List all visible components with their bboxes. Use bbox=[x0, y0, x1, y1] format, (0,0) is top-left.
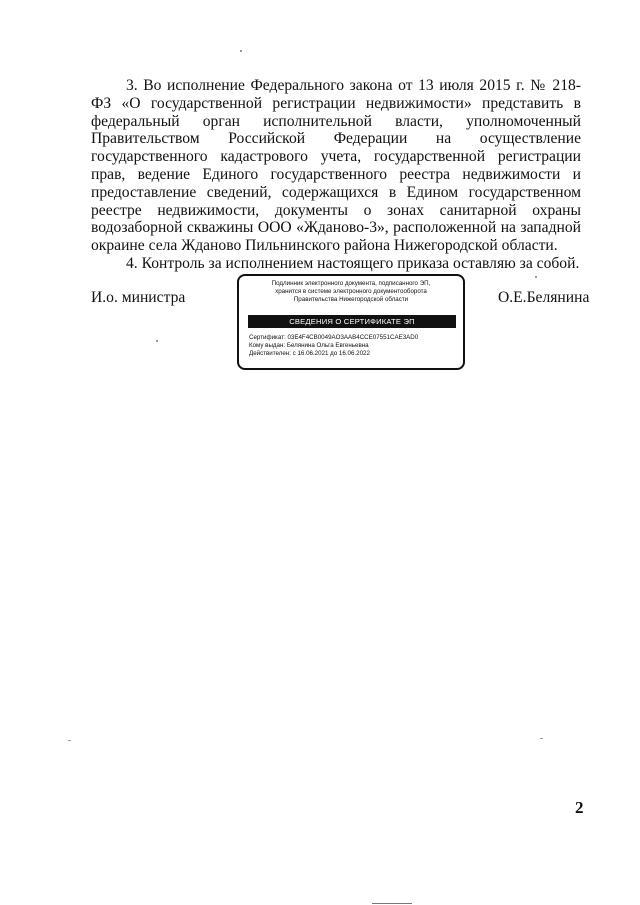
scan-speck bbox=[540, 738, 543, 739]
scan-speck bbox=[68, 740, 71, 741]
scan-speck bbox=[535, 276, 537, 278]
certificate-number: Сертификат: 03E4F4CB0049AO3AAB4CCE07551CAE3AD0 bbox=[249, 334, 419, 341]
scan-speck bbox=[372, 903, 412, 904]
scan-speck bbox=[240, 50, 242, 52]
signatory-title: И.о. министра bbox=[91, 289, 186, 306]
certificate-info-bar: СВЕДЕНИЯ О СЕРТИФИКАТЕ ЭП bbox=[248, 315, 456, 328]
certificate-owner: Кому выдан: Белянина Ольга Евгеньевна bbox=[249, 342, 369, 349]
stamp-header-line: хранится в системе электронного документооборота bbox=[275, 288, 427, 295]
certificate-validity: Действителен: с 16.06.2021 до 16.06.2022 bbox=[249, 350, 370, 357]
paragraph-3: 3. Во исполнение Федерального закона от 13 июля 2015 г. № 218-ФЗ «О государственной регистрации недвижимости» представить в федеральный орган исполнительной власти, уполномоченный Правительством Российской Федерации на осуществление государственного кадастрового учета, государственной регистрации прав, ведение Единого государственного реестра недвижимости и предоставление сведений, содержащихся в Едином государственном реестре недвижимости, документы о зонах санитарной охраны водозаборной скважины ООО «Ждановo-3», расположенной на западной окраине села Жданово Пильнинского района Нижегородской области. bbox=[91, 77, 581, 255]
stamp-header-line: Правительства Нижегородской области bbox=[293, 296, 409, 303]
signatory-name: О.Е.Белянина bbox=[498, 289, 590, 306]
certificate-details bbox=[249, 334, 418, 358]
electronic-signature-stamp bbox=[237, 274, 465, 370]
stamp-header-line: Подлинник электронного документа, подписанного ЭП, bbox=[271, 280, 431, 287]
stamp-header bbox=[239, 280, 463, 304]
paragraph-4: 4. Контроль за исполнением настоящего приказа оставляю за собой. bbox=[126, 254, 580, 272]
page-number: 2 bbox=[575, 798, 584, 817]
scan-speck bbox=[156, 340, 158, 342]
